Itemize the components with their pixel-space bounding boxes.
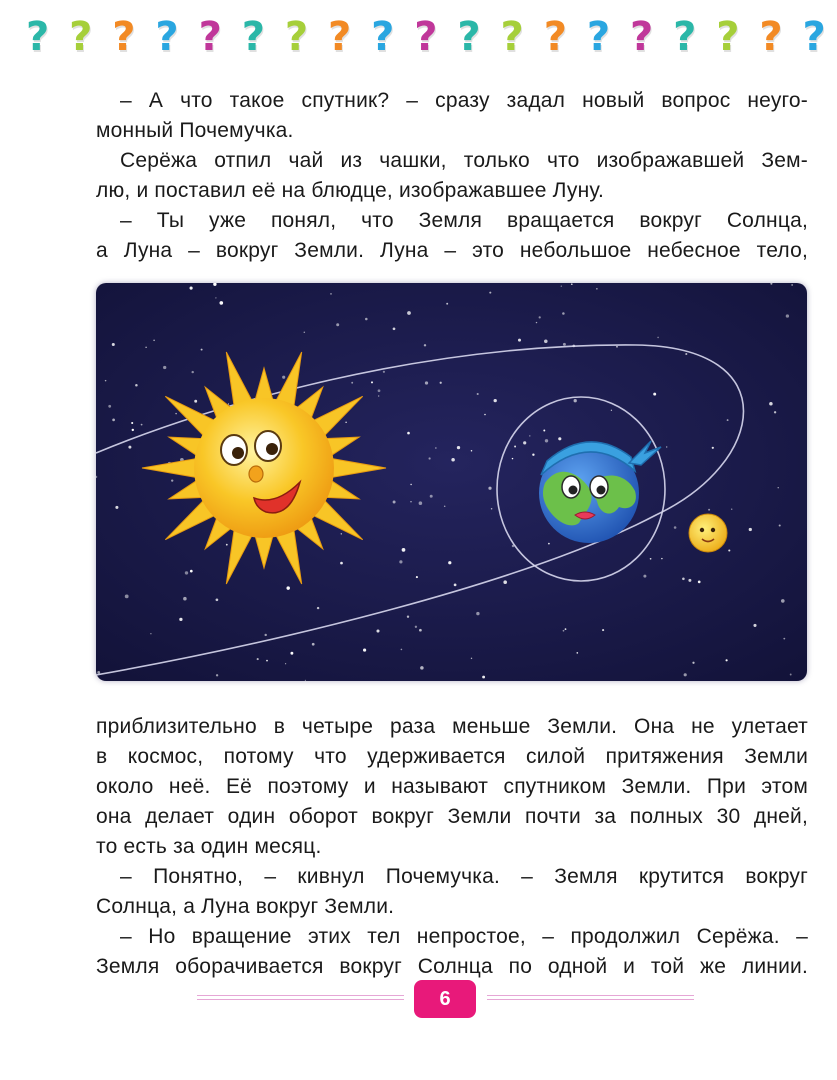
star — [201, 349, 203, 351]
star — [425, 381, 428, 384]
star — [685, 353, 687, 355]
star — [179, 618, 182, 621]
question-mark-icon: ? — [629, 14, 654, 60]
text-line: – Ты уже понял, что Земля вращается вокруг Солнца, — [120, 209, 808, 232]
star — [688, 579, 691, 582]
star — [415, 626, 417, 628]
star — [393, 501, 396, 504]
star — [514, 446, 516, 448]
star — [491, 508, 493, 510]
star — [345, 422, 346, 423]
star — [545, 439, 548, 442]
star — [753, 624, 756, 627]
star — [330, 293, 331, 294]
star — [228, 403, 229, 404]
star — [150, 633, 151, 634]
question-mark-icon: ? — [673, 14, 697, 60]
star — [653, 393, 656, 396]
star — [457, 446, 460, 449]
question-mark-icon: ? — [112, 14, 136, 60]
question-mark-icon: ? — [414, 14, 438, 60]
star — [643, 575, 646, 578]
star — [141, 424, 143, 426]
footer-rule-left — [197, 995, 404, 1000]
star — [523, 441, 526, 444]
text-line: то есть за один месяц. — [96, 835, 322, 858]
star — [488, 487, 491, 490]
star — [285, 663, 286, 664]
sun-face — [194, 398, 334, 538]
star — [401, 649, 403, 651]
star — [731, 508, 732, 509]
star — [216, 674, 218, 676]
star — [440, 382, 442, 384]
star — [616, 346, 618, 348]
star — [543, 430, 545, 432]
star — [708, 509, 710, 511]
text-line: – А что такое спутник? – сразу задал новый вопрос неуго- — [120, 89, 808, 112]
star — [105, 380, 107, 382]
text-line: Солнца, а Луна вокруг Земли. — [96, 895, 395, 918]
star — [407, 616, 409, 618]
star — [562, 312, 565, 315]
star — [266, 660, 268, 662]
star — [108, 405, 111, 408]
question-mark-icon: ? — [802, 14, 826, 60]
moon-face — [689, 514, 727, 552]
star — [666, 446, 667, 447]
question-mark-icon: ? — [500, 14, 524, 60]
star — [145, 347, 146, 348]
paragraph-top — [96, 86, 808, 266]
star — [561, 285, 562, 286]
star — [363, 649, 366, 652]
star — [539, 316, 541, 318]
star — [419, 501, 423, 505]
star — [97, 671, 100, 674]
question-mark-icon: ? — [155, 14, 179, 60]
star — [596, 288, 598, 290]
question-mark-icon: ? — [543, 14, 567, 60]
star — [407, 432, 410, 435]
star — [336, 323, 339, 326]
star — [692, 662, 694, 664]
star — [424, 344, 426, 346]
star — [304, 331, 306, 333]
star — [312, 643, 315, 646]
star — [477, 393, 479, 395]
star — [399, 560, 402, 563]
star — [548, 543, 550, 545]
illustration-sun-earth-moon — [96, 283, 807, 681]
star — [410, 484, 411, 485]
star — [503, 580, 507, 584]
star — [512, 458, 513, 459]
star — [749, 528, 752, 531]
star — [790, 674, 792, 676]
star — [128, 446, 131, 449]
star — [563, 630, 565, 632]
star — [219, 301, 223, 305]
star — [115, 506, 118, 509]
paragraph-bottom — [96, 712, 808, 982]
star — [190, 570, 193, 573]
text-line: – Понятно, – кивнул Почемучка. – Земля крутится вокруг — [120, 865, 808, 888]
star — [185, 571, 188, 574]
text-line: в космос, потому что удерживается силой притяжения Земли — [96, 745, 808, 768]
question-mark-icon: ? — [327, 14, 352, 60]
star — [407, 311, 411, 315]
star — [435, 447, 436, 448]
star — [684, 673, 687, 676]
star — [190, 287, 193, 290]
star — [563, 343, 566, 346]
star — [153, 340, 155, 342]
star — [444, 505, 446, 507]
star — [171, 479, 173, 481]
text-line: она делает один оборот вокруг Земли почти за полных 30 дней, — [96, 805, 808, 828]
star — [226, 544, 228, 546]
star — [371, 381, 373, 383]
star — [571, 283, 573, 285]
star — [494, 399, 497, 402]
sun-nose — [249, 466, 263, 482]
star — [175, 413, 176, 414]
star — [476, 612, 479, 615]
question-mark-icon: ? — [371, 14, 395, 60]
star — [783, 638, 785, 640]
star — [216, 598, 219, 601]
star — [774, 411, 776, 413]
star — [781, 599, 785, 603]
star — [282, 376, 285, 379]
star — [471, 450, 473, 452]
star — [290, 652, 293, 655]
star — [779, 524, 781, 526]
question-mark-icon: ? — [759, 14, 783, 60]
star — [448, 561, 451, 564]
star — [682, 578, 685, 581]
star — [728, 549, 730, 551]
star — [786, 314, 789, 317]
star — [544, 340, 548, 344]
text-line: лю, и поставил её на блюдце, изображавшее Луну. — [96, 179, 605, 202]
star — [215, 297, 216, 298]
star — [726, 659, 728, 661]
star — [341, 533, 342, 534]
star — [257, 658, 259, 660]
question-mark-icon: ? — [198, 14, 222, 60]
star — [420, 666, 424, 670]
text-line: Земля оборачивается вокруг Солнца по одной и той же линии. — [96, 955, 808, 978]
star — [791, 284, 792, 285]
star — [286, 586, 289, 589]
star — [410, 501, 411, 502]
star — [340, 562, 343, 565]
star — [576, 652, 578, 654]
star — [611, 410, 612, 411]
star — [376, 629, 379, 632]
question-mark-icon: ? — [457, 14, 481, 60]
question-mark-icon: ? — [26, 14, 50, 60]
text-line: а Луна – вокруг Земли. Луна – это небольшое небесное тело, — [96, 239, 808, 262]
star — [378, 389, 381, 392]
text-line: приблизительно в четыре раза меньше Земли. Она не улетает — [96, 715, 808, 738]
star — [264, 634, 266, 636]
star — [419, 629, 422, 632]
space-scene — [96, 283, 807, 681]
star — [112, 419, 115, 422]
star — [484, 414, 486, 416]
moon-character — [689, 514, 727, 552]
star — [192, 371, 194, 373]
star — [365, 318, 368, 321]
question-mark-icon: ? — [69, 14, 93, 60]
star — [125, 595, 129, 599]
star — [305, 680, 306, 681]
star — [482, 676, 485, 679]
star — [378, 395, 379, 396]
star — [674, 526, 677, 529]
star — [317, 607, 319, 609]
star — [565, 628, 567, 630]
question-mark-icon: ? — [241, 14, 265, 60]
star — [650, 558, 652, 560]
star — [536, 322, 537, 323]
star — [112, 343, 115, 346]
star — [489, 292, 491, 294]
star — [163, 366, 166, 369]
star — [451, 458, 455, 462]
star — [416, 576, 418, 578]
star — [778, 487, 779, 488]
question-mark-row — [26, 14, 826, 60]
star — [471, 658, 472, 659]
star — [131, 422, 133, 424]
question-mark-icon: ? — [586, 14, 611, 60]
star — [194, 400, 197, 403]
star — [351, 382, 353, 384]
question-mark-icon: ? — [716, 14, 740, 60]
star — [712, 447, 714, 449]
star — [698, 581, 701, 584]
star — [430, 495, 433, 498]
page-footer — [0, 980, 837, 1020]
star — [429, 457, 431, 459]
footer-rule-right — [487, 995, 694, 1000]
star — [769, 402, 773, 406]
star — [558, 437, 561, 440]
star — [657, 337, 659, 339]
star — [532, 454, 534, 456]
text-line: Серёжа отпил чай из чашки, только что изображавшей Зем- — [120, 149, 808, 172]
question-mark-icon: ? — [284, 14, 309, 60]
star — [402, 548, 406, 552]
star — [529, 435, 530, 436]
star — [661, 558, 662, 559]
star — [183, 597, 187, 601]
star — [454, 584, 457, 587]
star — [135, 384, 138, 387]
star — [574, 399, 577, 402]
star — [727, 419, 729, 421]
text-line: – Но вращение этих тел непростое, – продолжил Серёжа. – — [120, 925, 808, 948]
star — [383, 371, 385, 373]
star — [393, 327, 396, 330]
star — [446, 303, 448, 305]
text-line: около неё. Её поэтому и называют спутником Земли. При этом — [96, 775, 808, 798]
star — [602, 629, 604, 631]
star — [132, 429, 134, 431]
star — [518, 339, 521, 342]
page-number: 6 — [414, 980, 476, 1018]
text-line: монный Почемучка. — [96, 119, 294, 142]
